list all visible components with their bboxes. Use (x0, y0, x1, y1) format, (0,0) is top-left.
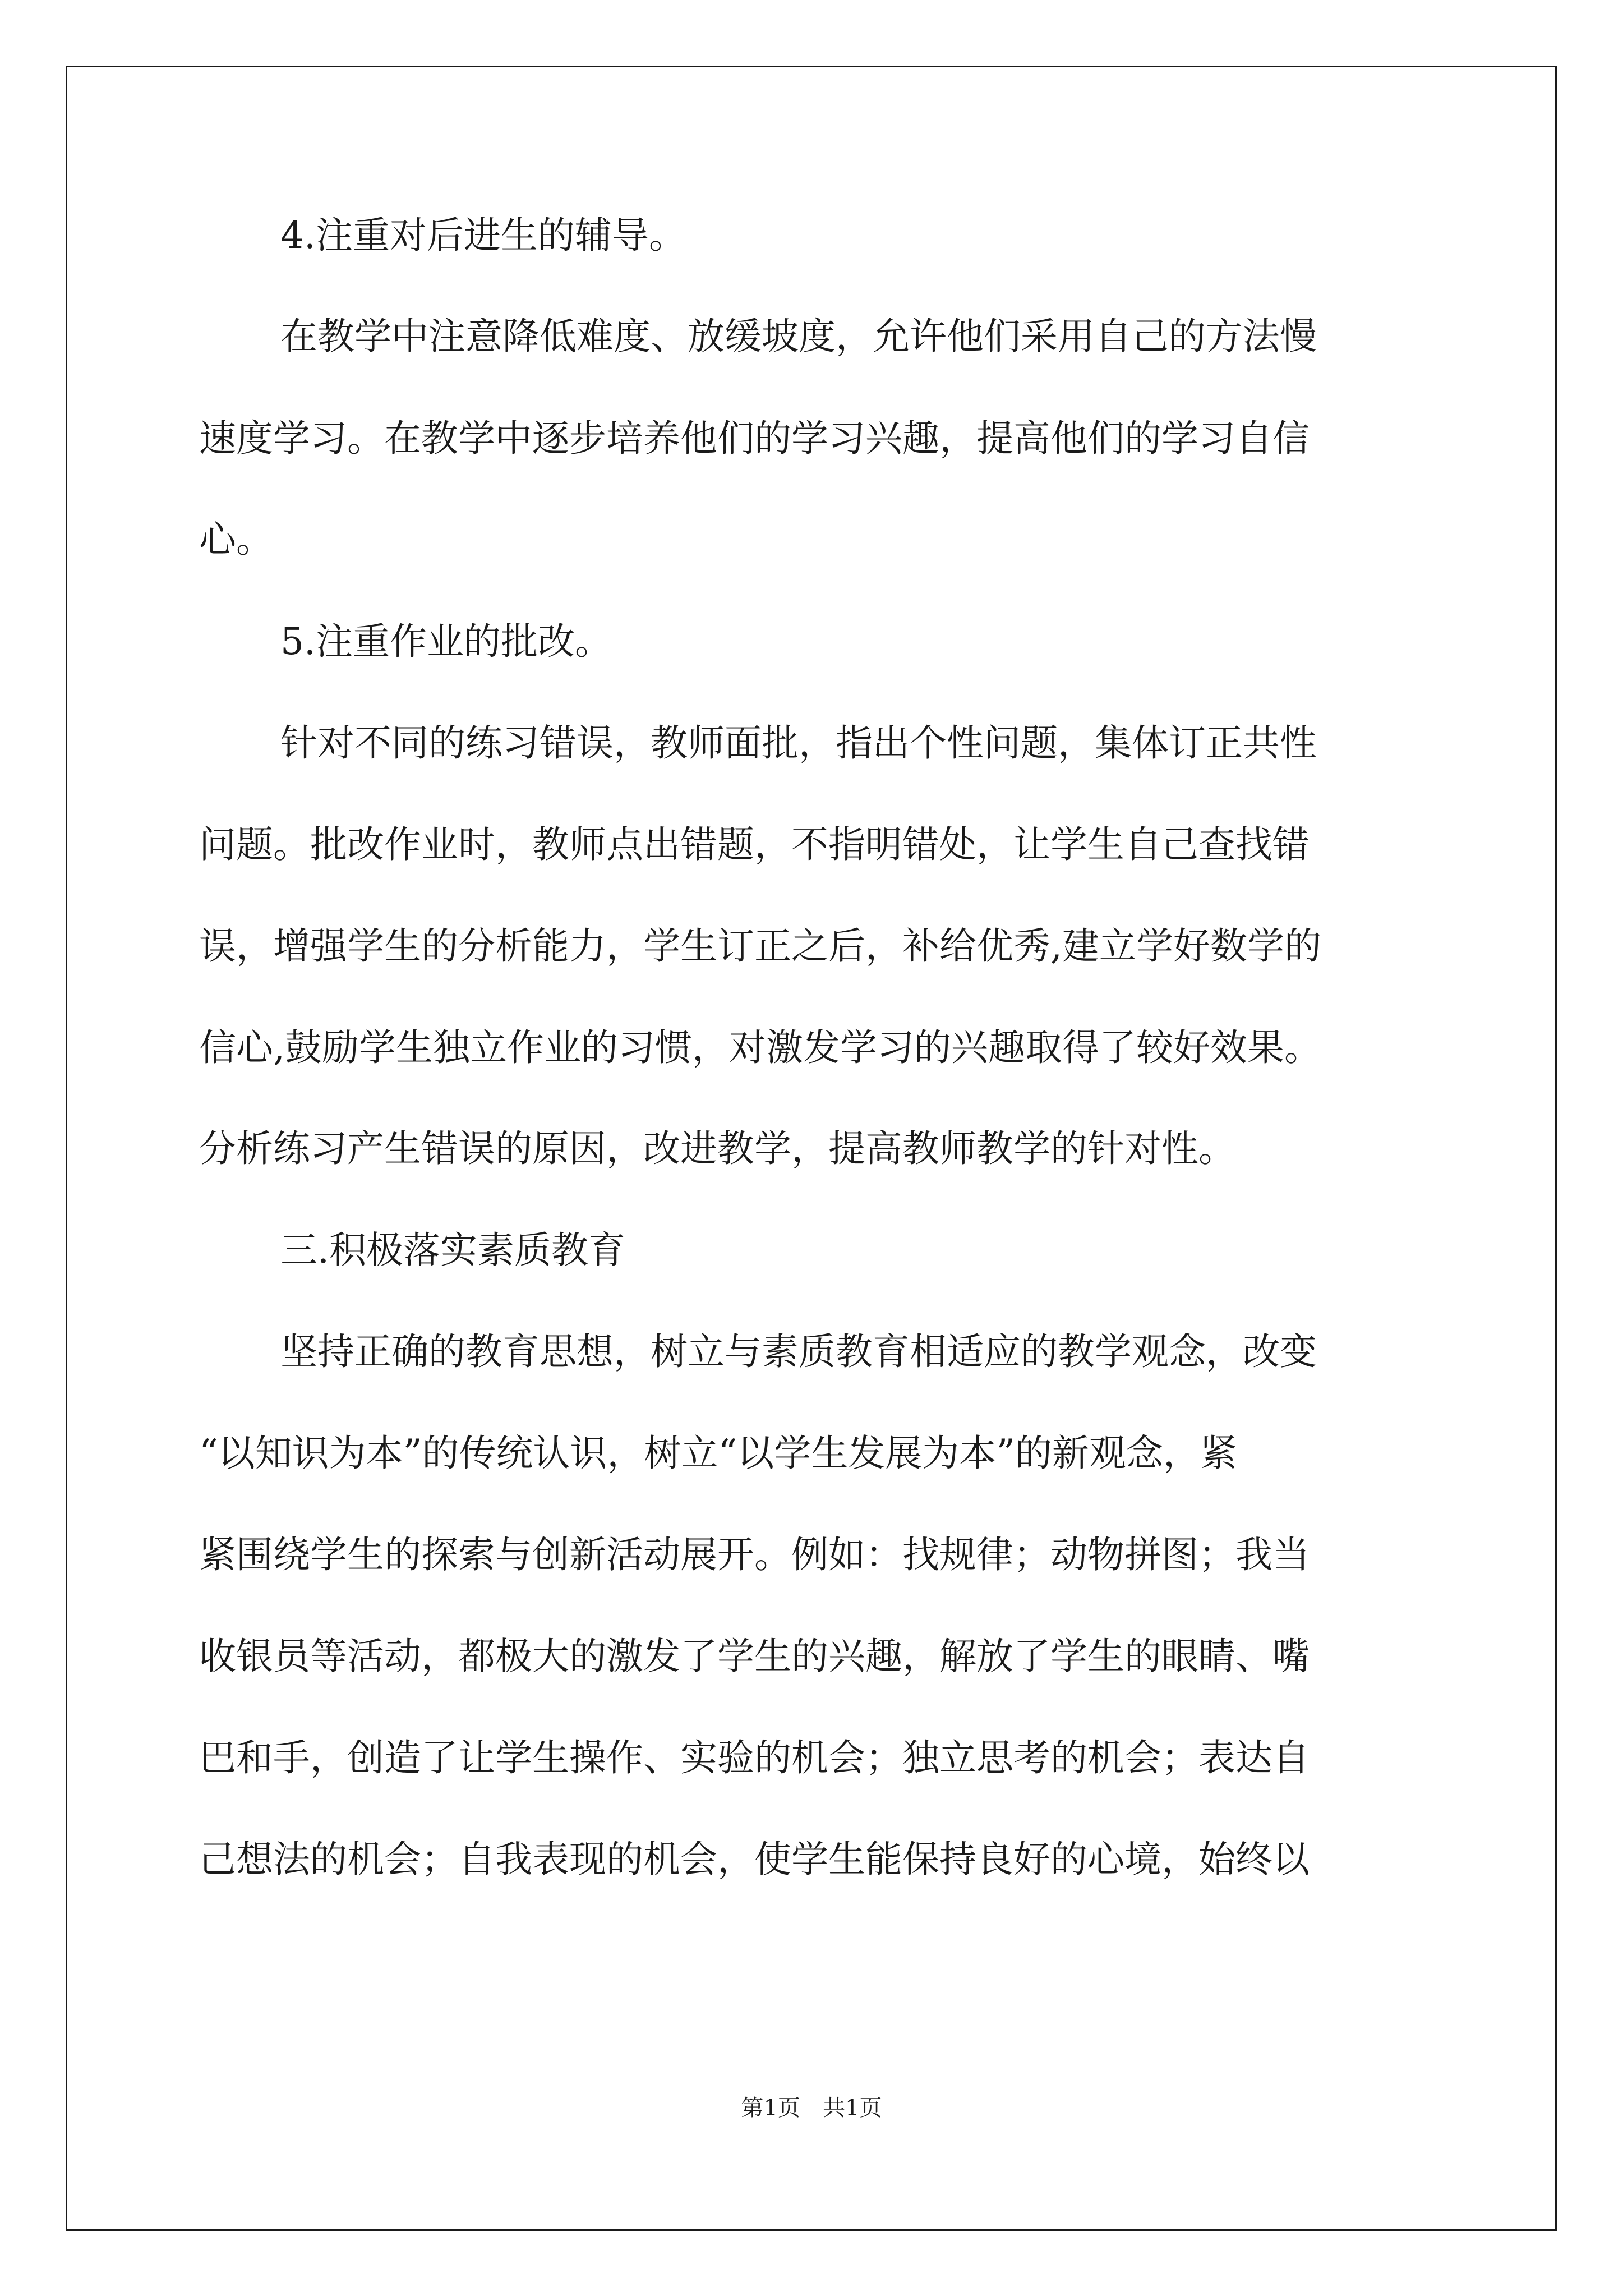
paragraph-line: 坚持正确的教育思想，树立与素质教育相适应的教学观念，改变 (280, 1330, 1317, 1373)
paragraph-line: 针对不同的练习错误，教师面批，指出个性问题，集体订正共性 (280, 721, 1317, 765)
paragraph-line: “以知识为本”的传统认识，树立“以学生发展为本”的新观念，紧 (199, 1432, 1237, 1475)
paragraph-line: 收银员等活动，都极大的激发了学生的兴趣，解放了学生的眼睛、嘴 (199, 1635, 1310, 1678)
paragraph-line: 速度学习。在教学中逐步培养他们的学习兴趣，提高他们的学习自信 (199, 417, 1310, 460)
paragraph-line: 紧围绕学生的探索与创新活动展开。例如：找规律；动物拼图；我当 (199, 1533, 1310, 1576)
paragraph-line: 分析练习产生错误的原因，改进教学，提高教师教学的针对性。 (199, 1127, 1235, 1170)
paragraph-line: 问题。批改作业时，教师点出错题，不指明错处，让学生自己查找错 (199, 823, 1310, 866)
paragraph-line: 在教学中注意降低难度、放缓坡度，允许他们采用自己的方法慢 (280, 315, 1317, 358)
paragraph-line: 5.注重作业的批改。 (280, 620, 612, 663)
paragraph-line: 己想法的机会；自我表现的机会，使学生能保持良好的心境，始终以 (199, 1838, 1310, 1881)
section-heading: 三.积极落实素质教育 (280, 1228, 625, 1272)
paragraph-line: 4.注重对后进生的辅导。 (280, 214, 686, 257)
page-footer: 第1页 共1页 (741, 2095, 882, 2121)
paragraph-line: 误，增强学生的分析能力，学生订正之后，补给优秀,建立学好数学的 (199, 924, 1321, 968)
paragraph-line: 信心,鼓励学生独立作业的习惯，对激发学习的兴趣取得了较好效果。 (199, 1026, 1321, 1069)
paragraph-line: 心。 (199, 518, 273, 561)
paragraph-line: 巴和手，创造了让学生操作、实验的机会；独立思考的机会；表达自 (199, 1736, 1310, 1779)
